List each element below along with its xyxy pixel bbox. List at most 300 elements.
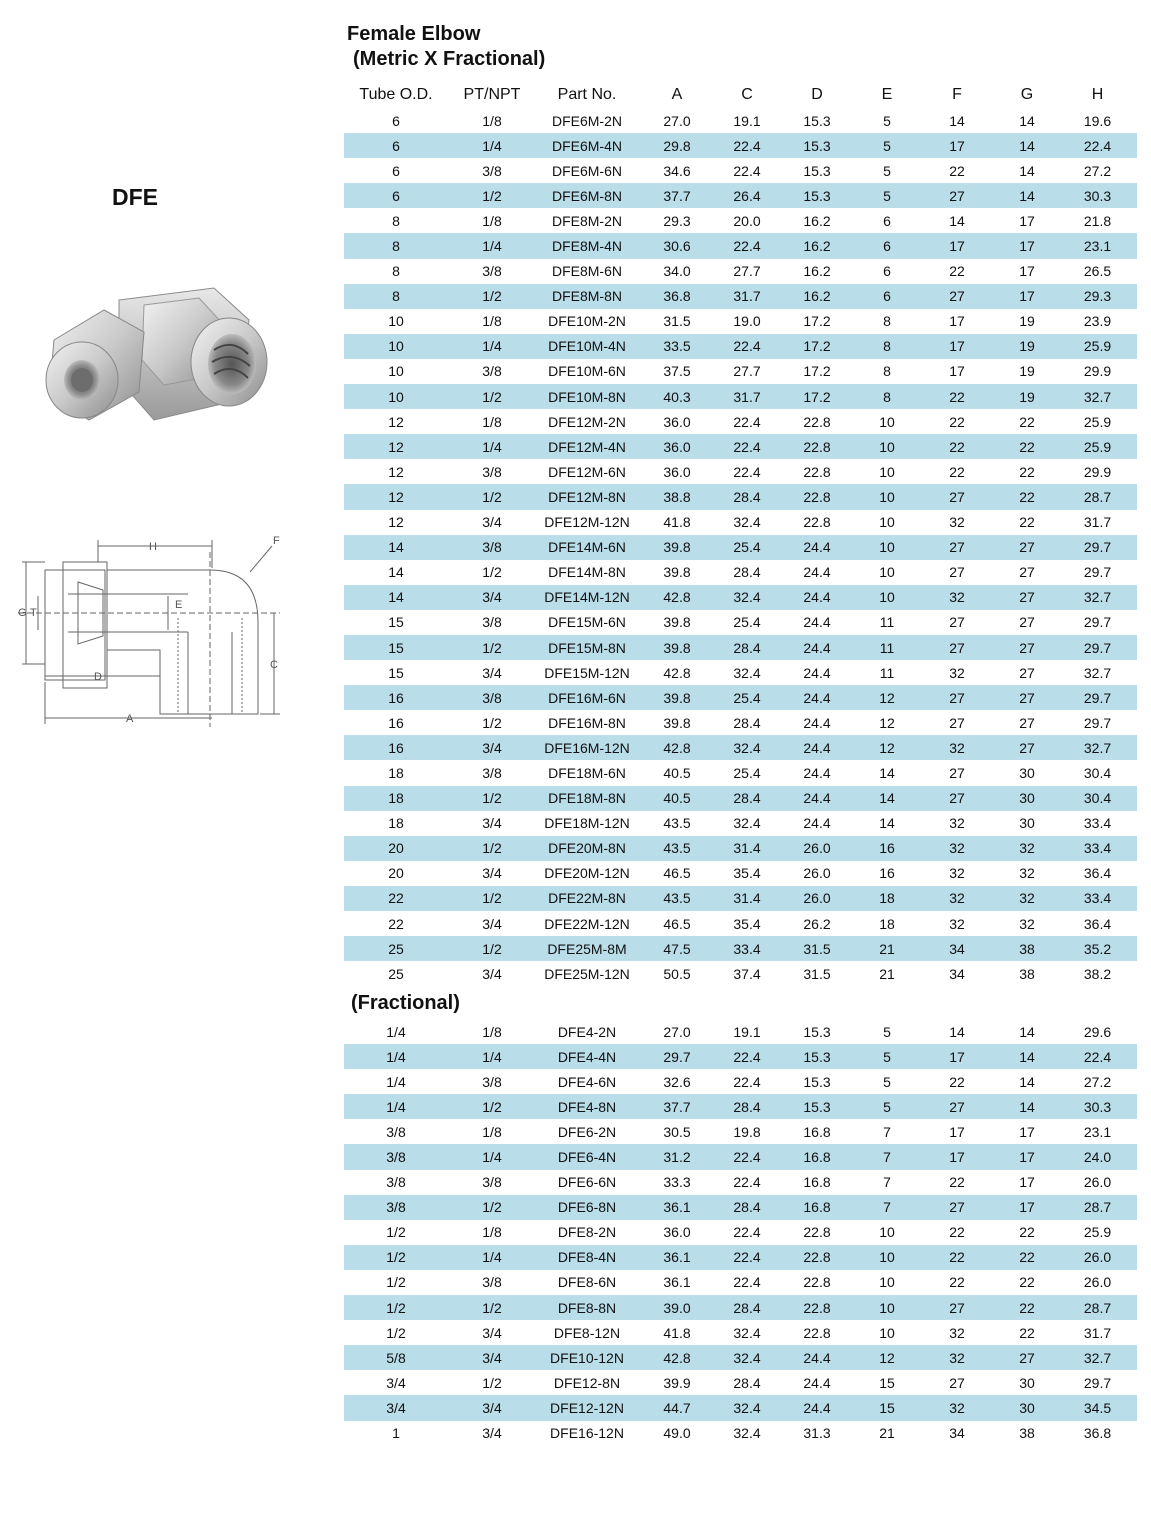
table-row xyxy=(344,786,1137,811)
table-cell: 22 xyxy=(949,463,965,480)
table-cell: 31.2 xyxy=(638,1144,716,1169)
table-cell: 42.8 xyxy=(663,664,691,681)
table-cell: 17.2 xyxy=(803,363,831,380)
table-cell: 17 xyxy=(918,133,996,158)
table-row xyxy=(344,911,1137,936)
table-row xyxy=(344,685,1137,710)
table-cell: 15.3 xyxy=(803,112,831,129)
col-header-part-no: Part No. xyxy=(557,85,617,103)
table-cell: 5 xyxy=(883,112,891,129)
table-cell: 25.4 xyxy=(716,535,778,560)
table-cell: 27.0 xyxy=(663,1023,691,1040)
table-cell: 32.4 xyxy=(716,735,778,760)
table-cell: 29.7 xyxy=(638,1044,716,1069)
table-cell: 17 xyxy=(949,363,965,380)
page-title: Female Elbow xyxy=(347,23,481,45)
col-header-e: E xyxy=(881,85,893,103)
fractional-table xyxy=(344,1019,1137,1446)
table-cell: 38 xyxy=(996,936,1058,961)
table-cell: 11 xyxy=(879,614,895,631)
table-cell: 5/8 xyxy=(344,1345,448,1370)
table-cell: 10 xyxy=(344,384,448,409)
table-cell: 19 xyxy=(1019,363,1035,380)
table-cell: 16 xyxy=(879,865,895,882)
table-row xyxy=(344,1094,1137,1119)
table-cell: 10 xyxy=(856,1245,918,1270)
drawing-label-h: H xyxy=(149,541,157,553)
table-cell: 22 xyxy=(949,1274,965,1291)
table-cell: 15.3 xyxy=(778,1044,856,1069)
table-cell: 16.8 xyxy=(778,1144,856,1169)
table-cell: 24.4 xyxy=(778,685,856,710)
table-cell: 32.4 xyxy=(733,1324,761,1341)
table-cell: 7 xyxy=(856,1195,918,1220)
table-cell: 44.7 xyxy=(638,1395,716,1420)
table-cell: 3/8 xyxy=(448,685,536,710)
table-cell: 29.3 xyxy=(663,212,691,229)
table-row xyxy=(344,660,1137,685)
table-cell: DFE4-8N xyxy=(536,1094,638,1119)
table-cell: 22.4 xyxy=(716,1245,778,1270)
table-cell: 32 xyxy=(918,735,996,760)
table-cell: 39.8 xyxy=(663,714,691,731)
table-cell: 3/8 xyxy=(482,363,502,380)
table-cell: 27 xyxy=(996,635,1058,660)
table-cell: 1/2 xyxy=(386,1274,406,1291)
table-cell: DFE6-2N xyxy=(557,1123,617,1140)
table-cell: 32.7 xyxy=(1058,384,1137,409)
table-cell: DFE18M-6N xyxy=(548,764,626,781)
table-cell: 1/2 xyxy=(386,1224,406,1241)
table-cell: 22.4 xyxy=(716,334,778,359)
table-cell: 26.0 xyxy=(778,886,856,911)
table-cell: 32.7 xyxy=(1083,664,1112,681)
table-cell: DFE10M-2N xyxy=(548,313,626,330)
table-cell: 1/2 xyxy=(482,1374,502,1391)
table-cell: 15 xyxy=(388,614,404,631)
table-cell: 36.0 xyxy=(663,413,691,430)
table-row xyxy=(344,811,1137,836)
table-cell: 27 xyxy=(918,183,996,208)
table-cell: 29.7 xyxy=(1083,1374,1112,1391)
table-row xyxy=(344,1395,1137,1420)
table-cell: 19.6 xyxy=(1083,112,1112,129)
table-cell: 31.7 xyxy=(716,384,778,409)
table-cell: 22 xyxy=(996,1295,1058,1320)
table-cell: 43.5 xyxy=(663,815,691,832)
table-row xyxy=(344,1421,1137,1446)
table-cell: 22.4 xyxy=(733,463,761,480)
table-cell: 25 xyxy=(388,965,404,982)
table-cell: 12 xyxy=(856,685,918,710)
table-row xyxy=(344,1270,1137,1295)
table-cell: 1/2 xyxy=(344,1245,448,1270)
table-cell: 3/8 xyxy=(482,1073,502,1090)
table-cell: 22 xyxy=(949,1224,965,1241)
table-cell: 5 xyxy=(856,183,918,208)
table-cell: 29.8 xyxy=(638,133,716,158)
table-cell: 3/4 xyxy=(482,514,502,531)
table-cell: 22 xyxy=(918,1245,996,1270)
table-row xyxy=(344,284,1137,309)
table-cell: 28.7 xyxy=(1058,1295,1137,1320)
table-cell: DFE8-6N xyxy=(557,1274,617,1291)
table-cell: 22 xyxy=(1019,514,1035,531)
table-row xyxy=(344,359,1137,384)
col-header-g: G xyxy=(1020,85,1034,103)
table-cell: 28.4 xyxy=(716,635,778,660)
table-cell: 32.4 xyxy=(716,1345,778,1370)
table-cell: 43.5 xyxy=(638,836,716,861)
table-cell: 14 xyxy=(856,786,918,811)
table-cell: DFE4-2N xyxy=(557,1023,617,1040)
table-cell: 35.4 xyxy=(733,865,761,882)
table-cell: 20.0 xyxy=(733,212,761,229)
table-cell: 22 xyxy=(918,384,996,409)
table-cell: 1/2 xyxy=(448,635,536,660)
table-cell: 1/4 xyxy=(448,233,536,258)
table-cell: 22 xyxy=(996,1245,1058,1270)
table-cell: 22 xyxy=(996,434,1058,459)
table-cell: 35.4 xyxy=(733,915,761,932)
table-cell: 32.7 xyxy=(1058,1345,1137,1370)
table-cell: 36.8 xyxy=(1083,1425,1112,1442)
table-cell: 6 xyxy=(856,233,918,258)
table-cell: 25.9 xyxy=(1058,334,1137,359)
table-cell: 27 xyxy=(996,685,1058,710)
table-cell: 1/8 xyxy=(482,1023,502,1040)
table-cell: 31.7 xyxy=(1083,1324,1112,1341)
table-cell: 3/4 xyxy=(448,585,536,610)
table-cell: 26.0 xyxy=(1083,1174,1112,1191)
table-cell: DFE6M-4N xyxy=(536,133,638,158)
table-cell: 32.4 xyxy=(733,664,761,681)
table-cell: 27 xyxy=(996,535,1058,560)
table-cell: 39.0 xyxy=(638,1295,716,1320)
table-cell: DFE18M-12N xyxy=(544,815,630,832)
drawing-label-g: G xyxy=(18,607,27,619)
table-cell: 3/8 xyxy=(344,1144,448,1169)
table-cell: 23.1 xyxy=(1083,1123,1112,1140)
table-row xyxy=(344,936,1137,961)
table-cell: 15 xyxy=(879,1374,895,1391)
table-cell: DFE15M-8N xyxy=(536,635,638,660)
table-cell: DFE8M-8N xyxy=(536,284,638,309)
table-cell: 6 xyxy=(883,263,891,280)
table-cell: 16.2 xyxy=(778,233,856,258)
table-cell: 24.4 xyxy=(803,815,831,832)
table-cell: 3/4 xyxy=(482,865,502,882)
table-cell: 10 xyxy=(856,484,918,509)
table-cell: 27 xyxy=(918,1094,996,1119)
fractional-heading: (Fractional) xyxy=(351,992,460,1014)
table-cell: 28.4 xyxy=(733,714,761,731)
table-cell: 27 xyxy=(918,1195,996,1220)
table-row xyxy=(344,710,1137,735)
table-cell: 16.8 xyxy=(778,1195,856,1220)
table-cell: 1/4 xyxy=(448,1044,536,1069)
col-header-a: A xyxy=(671,85,683,103)
table-cell: 22.4 xyxy=(1058,133,1137,158)
table-cell: 22.8 xyxy=(778,434,856,459)
table-cell: 19.1 xyxy=(733,112,761,129)
table-cell: 30 xyxy=(1019,764,1035,781)
table-cell: 22 xyxy=(949,413,965,430)
table-row xyxy=(344,434,1137,459)
col-header-tube-od: Tube O.D. xyxy=(359,85,433,103)
table-cell: 18 xyxy=(388,815,404,832)
table-cell: 7 xyxy=(883,1174,891,1191)
fractional-table-body xyxy=(344,1019,1137,1446)
col-header-d: D xyxy=(811,85,823,103)
table-cell: 18 xyxy=(879,915,895,932)
table-cell: 3/4 xyxy=(448,1395,536,1420)
table-cell: 14 xyxy=(879,815,895,832)
table-cell: 27 xyxy=(918,1295,996,1320)
table-cell: 1/2 xyxy=(448,384,536,409)
table-row xyxy=(344,1320,1137,1345)
table-cell: 26.0 xyxy=(778,836,856,861)
table-cell: 22.4 xyxy=(1058,1044,1137,1069)
table-cell: 22.4 xyxy=(733,413,761,430)
table-cell: 3/8 xyxy=(482,614,502,631)
table-cell: 1/2 xyxy=(448,484,536,509)
table-cell: 17.2 xyxy=(778,334,856,359)
table-row xyxy=(344,1195,1137,1220)
table-cell: 27 xyxy=(1019,564,1035,581)
table-cell: 33.4 xyxy=(1058,886,1137,911)
table-cell: DFE12M-8N xyxy=(536,484,638,509)
table-cell: 27.0 xyxy=(663,112,691,129)
table-cell: 3/8 xyxy=(344,1195,448,1220)
table-cell: 3/4 xyxy=(482,1425,502,1442)
table-cell: 42.8 xyxy=(638,1345,716,1370)
table-cell: 22 xyxy=(949,1073,965,1090)
table-cell: 26.0 xyxy=(803,865,831,882)
table-cell: 24.4 xyxy=(778,1345,856,1370)
table-cell: 22 xyxy=(1019,463,1035,480)
table-cell: 22 xyxy=(949,162,965,179)
table-cell: 22.4 xyxy=(733,1224,761,1241)
table-cell: 1/8 xyxy=(482,1123,502,1140)
table-cell: 1/4 xyxy=(386,1073,406,1090)
table-row xyxy=(344,259,1137,284)
table-cell: 30 xyxy=(996,1395,1058,1420)
table-cell: 15.3 xyxy=(803,1023,831,1040)
table-row xyxy=(344,133,1137,158)
table-cell: DFE14M-12N xyxy=(536,585,638,610)
table-cell: 39.8 xyxy=(638,635,716,660)
table-cell: 22.4 xyxy=(733,1174,761,1191)
table-cell: 26.0 xyxy=(1058,1245,1137,1270)
table-cell: 29.6 xyxy=(1083,1023,1112,1040)
table-cell: 32 xyxy=(1019,865,1035,882)
table-cell: 12 xyxy=(879,714,895,731)
table-cell: 25.4 xyxy=(716,685,778,710)
table-cell: 15.3 xyxy=(803,1073,831,1090)
table-row xyxy=(344,1144,1137,1169)
table-cell: 17 xyxy=(1019,212,1035,229)
table-cell: 22.8 xyxy=(778,484,856,509)
table-cell: 29.7 xyxy=(1058,535,1137,560)
table-cell: 22 xyxy=(996,484,1058,509)
col-header-pt-npt: PT/NPT xyxy=(463,85,521,103)
table-cell: 32.4 xyxy=(733,815,761,832)
table-cell: 27 xyxy=(918,484,996,509)
table-cell: 10 xyxy=(856,585,918,610)
table-cell: 38.8 xyxy=(638,484,716,509)
table-cell: 1/4 xyxy=(448,1144,536,1169)
table-cell: DFE12-8N xyxy=(553,1374,621,1391)
table-cell: 36.8 xyxy=(638,284,716,309)
table-cell: 6 xyxy=(344,133,448,158)
table-cell: DFE15M-12N xyxy=(544,664,630,681)
table-row xyxy=(344,1170,1137,1195)
table-cell: 27 xyxy=(949,764,965,781)
table-cell: 24.4 xyxy=(803,1374,831,1391)
table-cell: 34 xyxy=(918,936,996,961)
table-cell: 31.3 xyxy=(803,1425,831,1442)
table-cell: 10 xyxy=(879,1274,895,1291)
table-cell: 22.4 xyxy=(716,233,778,258)
table-cell: 28.4 xyxy=(733,564,761,581)
table-cell: 31.7 xyxy=(716,284,778,309)
table-cell: 27.2 xyxy=(1083,1073,1112,1090)
table-row xyxy=(344,861,1137,886)
table-cell: 50.5 xyxy=(663,965,691,982)
table-cell: 22.8 xyxy=(803,463,831,480)
table-cell: 14 xyxy=(1019,1073,1035,1090)
table-cell: 19.1 xyxy=(733,1023,761,1040)
table-cell: 16.2 xyxy=(803,263,831,280)
col-header-c: C xyxy=(741,85,753,103)
table-cell: 18 xyxy=(856,886,918,911)
table-cell: 29.7 xyxy=(1083,564,1112,581)
table-cell: 32.7 xyxy=(1058,735,1137,760)
table-cell: 32.4 xyxy=(733,1425,761,1442)
table-cell: 30.5 xyxy=(663,1123,691,1140)
table-cell: 1/4 xyxy=(344,1044,448,1069)
table-cell: 30.4 xyxy=(1083,764,1112,781)
table-cell: 39.8 xyxy=(638,685,716,710)
table-cell: 22 xyxy=(388,915,404,932)
table-cell: DFE8-12N xyxy=(553,1324,621,1341)
table-cell: 1/2 xyxy=(344,1295,448,1320)
table-cell: 1/2 xyxy=(448,836,536,861)
table-cell: 24.4 xyxy=(803,664,831,681)
table-cell: 24.4 xyxy=(778,786,856,811)
drawing-label-a: A xyxy=(126,713,134,725)
table-cell: 32 xyxy=(949,1324,965,1341)
table-cell: 19 xyxy=(996,384,1058,409)
table-cell: 3/4 xyxy=(448,735,536,760)
table-cell: 3/4 xyxy=(482,965,502,982)
table-row xyxy=(344,1295,1137,1320)
table-cell: 25.4 xyxy=(733,614,761,631)
table-cell: DFE8M-2N xyxy=(551,212,622,229)
table-cell: 8 xyxy=(392,263,400,280)
table-cell: 36.4 xyxy=(1083,865,1112,882)
table-cell: 8 xyxy=(883,363,891,380)
drawing-label-t: T xyxy=(30,607,37,619)
table-cell: 21 xyxy=(879,965,895,982)
table-cell: 3/8 xyxy=(386,1123,406,1140)
table-cell: 14 xyxy=(1019,1023,1035,1040)
table-row xyxy=(344,409,1137,434)
table-cell: DFE20M-8N xyxy=(536,836,638,861)
table-cell: 1/2 xyxy=(386,1324,406,1341)
table-cell: 22 xyxy=(918,434,996,459)
table-cell: DFE12-12N xyxy=(536,1395,638,1420)
table-cell: 33.4 xyxy=(716,936,778,961)
table-cell: 10 xyxy=(388,363,404,380)
table-cell: 42.8 xyxy=(638,735,716,760)
table-cell: DFE12M-2N xyxy=(548,413,626,430)
table-cell: 26.0 xyxy=(1083,1274,1112,1291)
table-cell: 24.4 xyxy=(778,585,856,610)
table-cell: DFE12M-12N xyxy=(544,514,630,531)
table-cell: 10 xyxy=(879,413,895,430)
table-cell: 6 xyxy=(344,183,448,208)
product-code: DFE xyxy=(112,184,158,210)
table-cell: 16 xyxy=(344,685,448,710)
table-cell: 40.5 xyxy=(638,786,716,811)
table-cell: 27.7 xyxy=(733,363,761,380)
table-cell: 22.4 xyxy=(733,1274,761,1291)
table-cell: 32.7 xyxy=(1058,585,1137,610)
table-cell: 17 xyxy=(1019,1123,1035,1140)
table-cell: 40.5 xyxy=(663,764,691,781)
table-cell: 1/2 xyxy=(448,936,536,961)
table-cell: 37.4 xyxy=(733,965,761,982)
table-cell: 19.0 xyxy=(733,313,761,330)
table-cell: 12 xyxy=(388,413,404,430)
table-cell: 27 xyxy=(949,614,965,631)
table-cell: 22 xyxy=(1019,1324,1035,1341)
table-cell: 41.8 xyxy=(663,514,691,531)
table-row xyxy=(344,183,1137,208)
table-row xyxy=(344,1019,1137,1044)
table-cell: DFE8M-6N xyxy=(551,263,622,280)
table-cell: 32 xyxy=(949,815,965,832)
table-cell: DFE4-6N xyxy=(557,1073,617,1090)
table-cell: 30.3 xyxy=(1058,1094,1137,1119)
table-cell: 39.8 xyxy=(638,535,716,560)
table-cell: 27 xyxy=(918,635,996,660)
table-cell: 20 xyxy=(344,836,448,861)
table-cell: 30.3 xyxy=(1058,183,1137,208)
table-cell: 22.4 xyxy=(733,1073,761,1090)
table-cell: DFE20M-12N xyxy=(544,865,630,882)
table-cell: 34 xyxy=(949,965,965,982)
table-cell: 17 xyxy=(1019,263,1035,280)
table-cell: 36.1 xyxy=(663,1274,691,1291)
table-cell: 11 xyxy=(879,664,895,681)
table-cell: 28.7 xyxy=(1058,1195,1137,1220)
table-cell: 40.3 xyxy=(638,384,716,409)
table-cell: 3/8 xyxy=(386,1174,406,1191)
table-cell: 32 xyxy=(918,1395,996,1420)
table-cell: 17 xyxy=(918,334,996,359)
table-cell: 29.7 xyxy=(1058,685,1137,710)
table-cell: 29.3 xyxy=(1058,284,1137,309)
table-cell: 15 xyxy=(344,635,448,660)
table-cell: 29.7 xyxy=(1083,614,1112,631)
table-cell: 22 xyxy=(949,1174,965,1191)
table-cell: 31.5 xyxy=(778,936,856,961)
table-cell: 1/2 xyxy=(448,284,536,309)
table-cell: 17 xyxy=(1019,1174,1035,1191)
